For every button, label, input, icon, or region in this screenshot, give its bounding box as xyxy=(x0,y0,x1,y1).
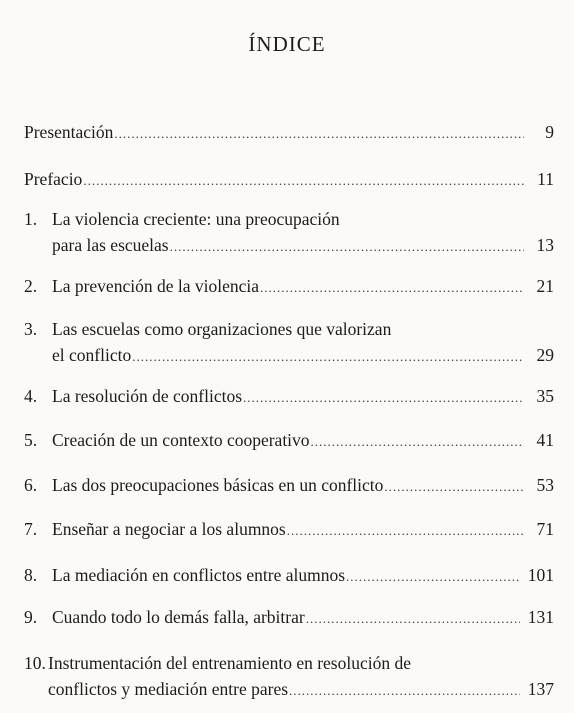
toc-page-number: 11 xyxy=(537,169,554,189)
chapter-number: 8. xyxy=(24,565,38,585)
toc-entry-title: Enseñar a negociar a los alumnos xyxy=(52,519,286,539)
leader-dots xyxy=(311,429,524,455)
toc-entry-title-continued: conflictos y mediación entre pares xyxy=(48,679,289,699)
toc-entry-prefacio xyxy=(24,166,554,192)
toc-page-number: 53 xyxy=(536,475,554,495)
toc-page-number: 29 xyxy=(536,345,554,365)
toc-entry-title: La mediación en conflictos entre alumnos xyxy=(52,565,346,585)
toc-entry-title: Presentación xyxy=(24,122,114,142)
page-title: ÍNDICE xyxy=(248,32,326,56)
toc-page-number: 21 xyxy=(536,276,554,296)
toc-entry-title: Creación de un contexto cooperativo xyxy=(52,430,310,450)
toc-page-number: 101 xyxy=(527,565,554,585)
toc-entry-title: La resolución de conflictos xyxy=(52,386,243,406)
toc-page-number: 9 xyxy=(545,122,554,142)
toc-entry-title: Cuando todo lo demás falla, arbitrar xyxy=(52,607,305,627)
toc-entry-7 xyxy=(24,516,554,542)
toc-page-number: 41 xyxy=(536,430,554,450)
toc-entry-title: Instrumentación del entrenamiento en resolución de xyxy=(48,653,411,673)
leader-dots xyxy=(243,385,524,411)
toc-entry-3 xyxy=(24,316,554,368)
leader-dots xyxy=(287,518,524,544)
leader-dots xyxy=(170,234,524,260)
toc-entry-title: La violencia creciente: una preocupación xyxy=(52,209,340,229)
chapter-number: 10. xyxy=(24,653,46,673)
toc-entry-title: Las dos preocupaciones básicas en un conflicto xyxy=(52,475,384,495)
leader-dots xyxy=(346,564,520,590)
toc-page-number: 131 xyxy=(527,607,554,627)
leader-dots xyxy=(306,606,520,632)
toc-entry-1 xyxy=(24,206,554,258)
chapter-number: 5. xyxy=(24,430,38,450)
leader-dots xyxy=(83,168,524,194)
toc-entry-10 xyxy=(24,650,554,702)
toc-entry-4 xyxy=(24,383,554,409)
chapter-number: 3. xyxy=(24,319,38,339)
toc-page-number: 137 xyxy=(527,679,554,699)
toc-entry-6 xyxy=(24,472,554,498)
toc-page-number: 71 xyxy=(536,519,554,539)
toc-entry-title: La prevención de la violencia xyxy=(52,276,259,296)
toc-entry-2 xyxy=(24,273,554,299)
chapter-number: 4. xyxy=(24,386,38,406)
toc-page-number: 13 xyxy=(536,235,554,255)
leader-dots xyxy=(132,344,524,370)
toc-entry-8 xyxy=(24,562,554,588)
leader-dots xyxy=(260,275,524,301)
toc-entry-title-continued: el conflicto xyxy=(52,345,132,365)
toc-entry-9 xyxy=(24,604,554,630)
toc-entry-5 xyxy=(24,427,554,453)
leader-dots xyxy=(384,474,524,500)
chapter-number: 2. xyxy=(24,276,38,296)
toc-page-number: 35 xyxy=(536,386,554,406)
chapter-number: 6. xyxy=(24,475,38,495)
toc-entry-title: Las escuelas como organizaciones que valorizan xyxy=(52,319,392,339)
chapter-number: 1. xyxy=(24,209,38,229)
leader-dots xyxy=(289,678,520,704)
chapter-number: 7. xyxy=(24,519,38,539)
toc-entry-presentacion xyxy=(24,119,554,145)
chapter-number: 9. xyxy=(24,607,38,627)
toc-entry-title: Prefacio xyxy=(24,169,83,189)
toc-entry-title-continued: para las escuelas xyxy=(52,235,169,255)
leader-dots xyxy=(114,121,524,147)
